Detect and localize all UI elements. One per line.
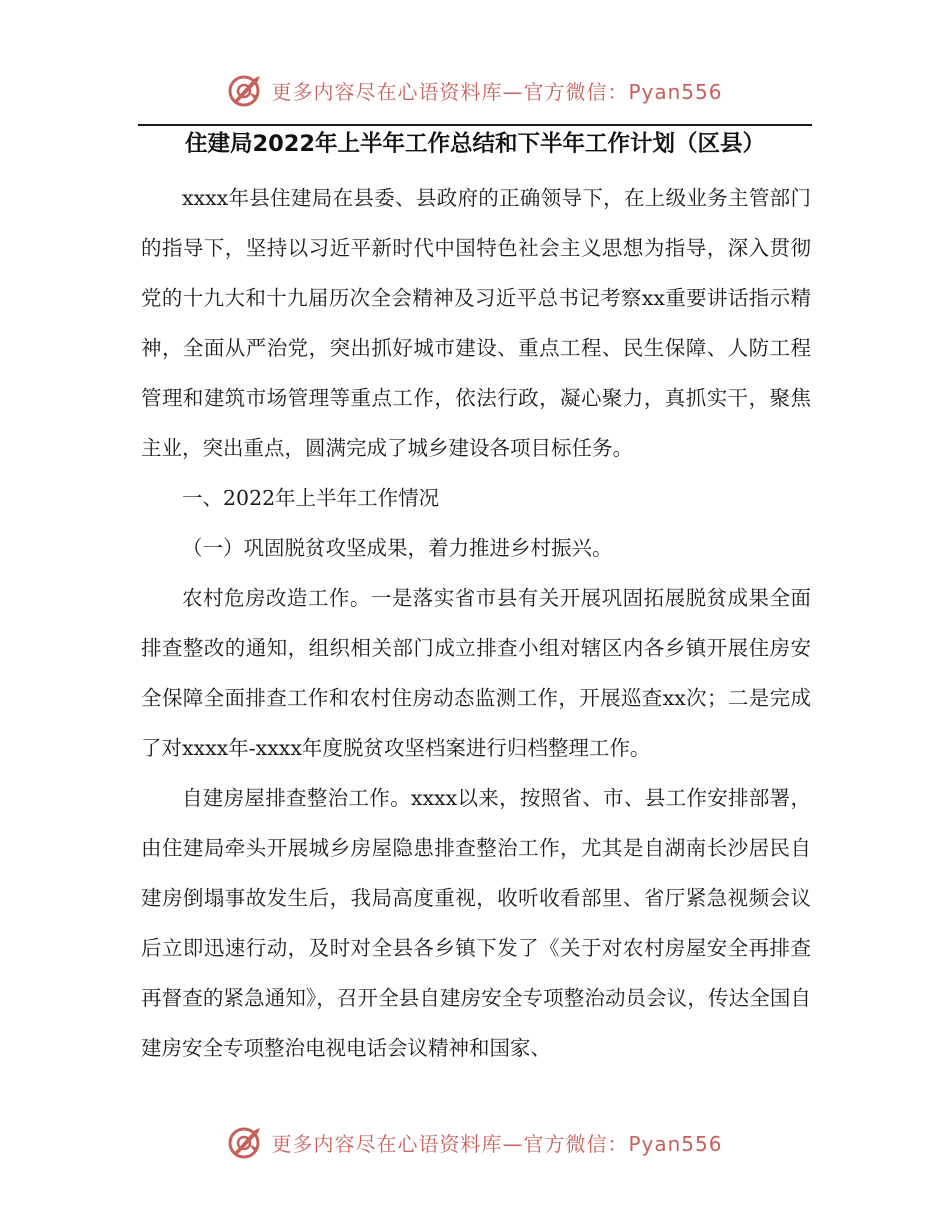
banner-text: 更多内容尽在心语资料库—官方微信：Pyan556 <box>271 1131 723 1156</box>
subsection-heading: （一）巩固脱贫攻坚成果，着力推进乡村振兴。 <box>182 536 613 560</box>
pen-logo-icon <box>227 1124 263 1160</box>
header-banner <box>0 70 950 110</box>
document-title: 住建局2022年上半年工作总结和下半年工作计划（区县） <box>184 131 766 157</box>
paragraph: xxxx年县住建局在县委、县政府的正确领导下，在上级业务主管部门的指导下，坚持以习近平新时代中国特色社会主义思想为指导，深入贯彻党的十九大和十九届历次全会精神及习近平总书记考察xx重要讲话指示精神，全面从严治党，突出抓好城市建设、重点工程、民生保障、人防工程管理和建筑市场管理等重点工作，依法行政，凝心聚力，真抓实干，聚焦主业，突出重点，圆满完成了城乡建设各项目标任务。 <box>141 186 811 460</box>
pen-logo-icon <box>227 72 263 108</box>
footer-banner <box>0 1122 950 1162</box>
document-body <box>141 173 811 1073</box>
paragraph: 农村危房改造工作。一是落实省市县有关开展巩固拓展脱贫成果全面排查整改的通知，组织相关部门成立排查小组对辖区内各乡镇开展住房安全保障全面排查工作和农村住房动态监测工作，开展巡查xx次；二是完成了对xxxx年-xxxx年度脱贫攻坚档案进行归档整理工作。 <box>141 586 811 760</box>
paragraph: 自建房屋排查整治工作。xxxx以来，按照省、市、县工作安排部署，由住建局牵头开展城乡房屋隐患排查整治工作，尤其是自湖南长沙居民自建房倒塌事故发生后，我局高度重视，收听收看部里、省厅紧急视频会议后立即迅速行动，及时对全县各乡镇下发了《关于对农村房屋安全再排查再督查的紧急通知》，召开全县自建房安全专项整治动员会议，传达全国自建房安全专项整治电视电话会议精神和国家、 <box>141 786 811 1060</box>
banner-text: 更多内容尽在心语资料库—官方微信：Pyan556 <box>271 79 723 104</box>
header-rule <box>138 124 812 126</box>
section-heading: 一、2022年上半年工作情况 <box>182 486 440 510</box>
